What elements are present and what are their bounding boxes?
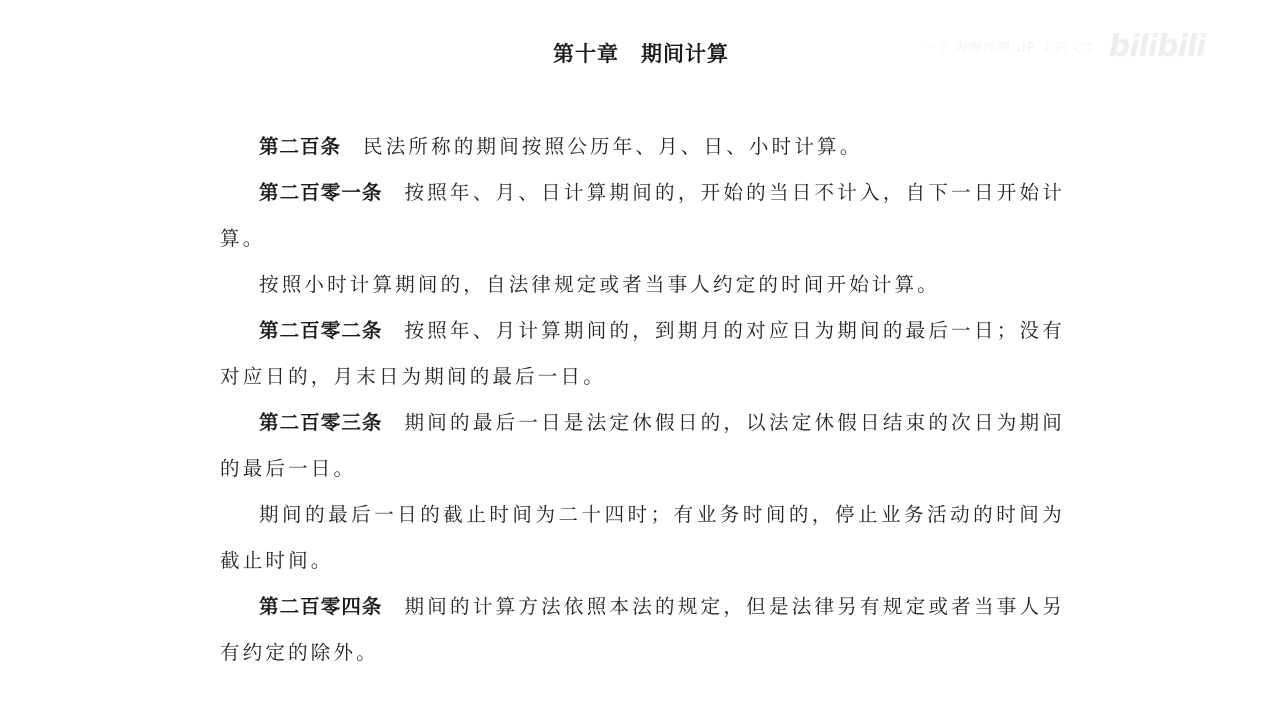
article-number: 第二百零一条 [259,181,383,204]
document-body [220,124,1065,676]
article-number: 第二百条 [259,135,342,158]
article-number: 第二百零四条 [259,595,383,618]
paragraph-text: 按照小时计算期间的，自法律规定或者当事人约定的时间开始计算。 [259,273,941,296]
paragraph-text: 按照年、月计算期间的，到期月的对应日为期间的最后一日；没有对应日的，月末日为期间的最后一日。 [220,319,1065,388]
paragraph-article-201 [220,170,1065,262]
bilibili-logo-icon: bilibili [1108,28,1206,64]
paragraph-text: 民法所称的期间按照公历年、月、日、小时计算。 [363,135,863,158]
paragraph-article-204 [220,584,1065,676]
paragraph-text: 期间的最后一日是法定休假日的，以法定休假日结束的次日为期间的最后一日。 [220,411,1065,480]
paragraph-text: 按照年、月、日计算期间的，开始的当日不计入，自下一日开始计算。 [220,181,1065,250]
paragraph-text: 期间的计算方法依照本法的规定，但是法律另有规定或者当事人另有约定的除外。 [220,595,1065,664]
paragraph-article-203 [220,400,1065,492]
watermark-text: 一个 哔哩哔哩 UP 主的文字 [922,40,1097,56]
paragraph-article-203-clause-2 [220,492,1065,584]
paragraph-article-200 [220,124,1065,170]
paragraph-text: 期间的最后一日的截止时间为二十四时；有业务时间的，停止业务活动的时间为截止时间。 [220,503,1065,572]
paragraph-article-202 [220,308,1065,400]
chapter-title: 第十章 期间计算 [553,41,729,66]
paragraph-article-201-clause-2 [220,262,1065,308]
article-number: 第二百零三条 [259,411,383,434]
article-number: 第二百零二条 [259,319,383,342]
